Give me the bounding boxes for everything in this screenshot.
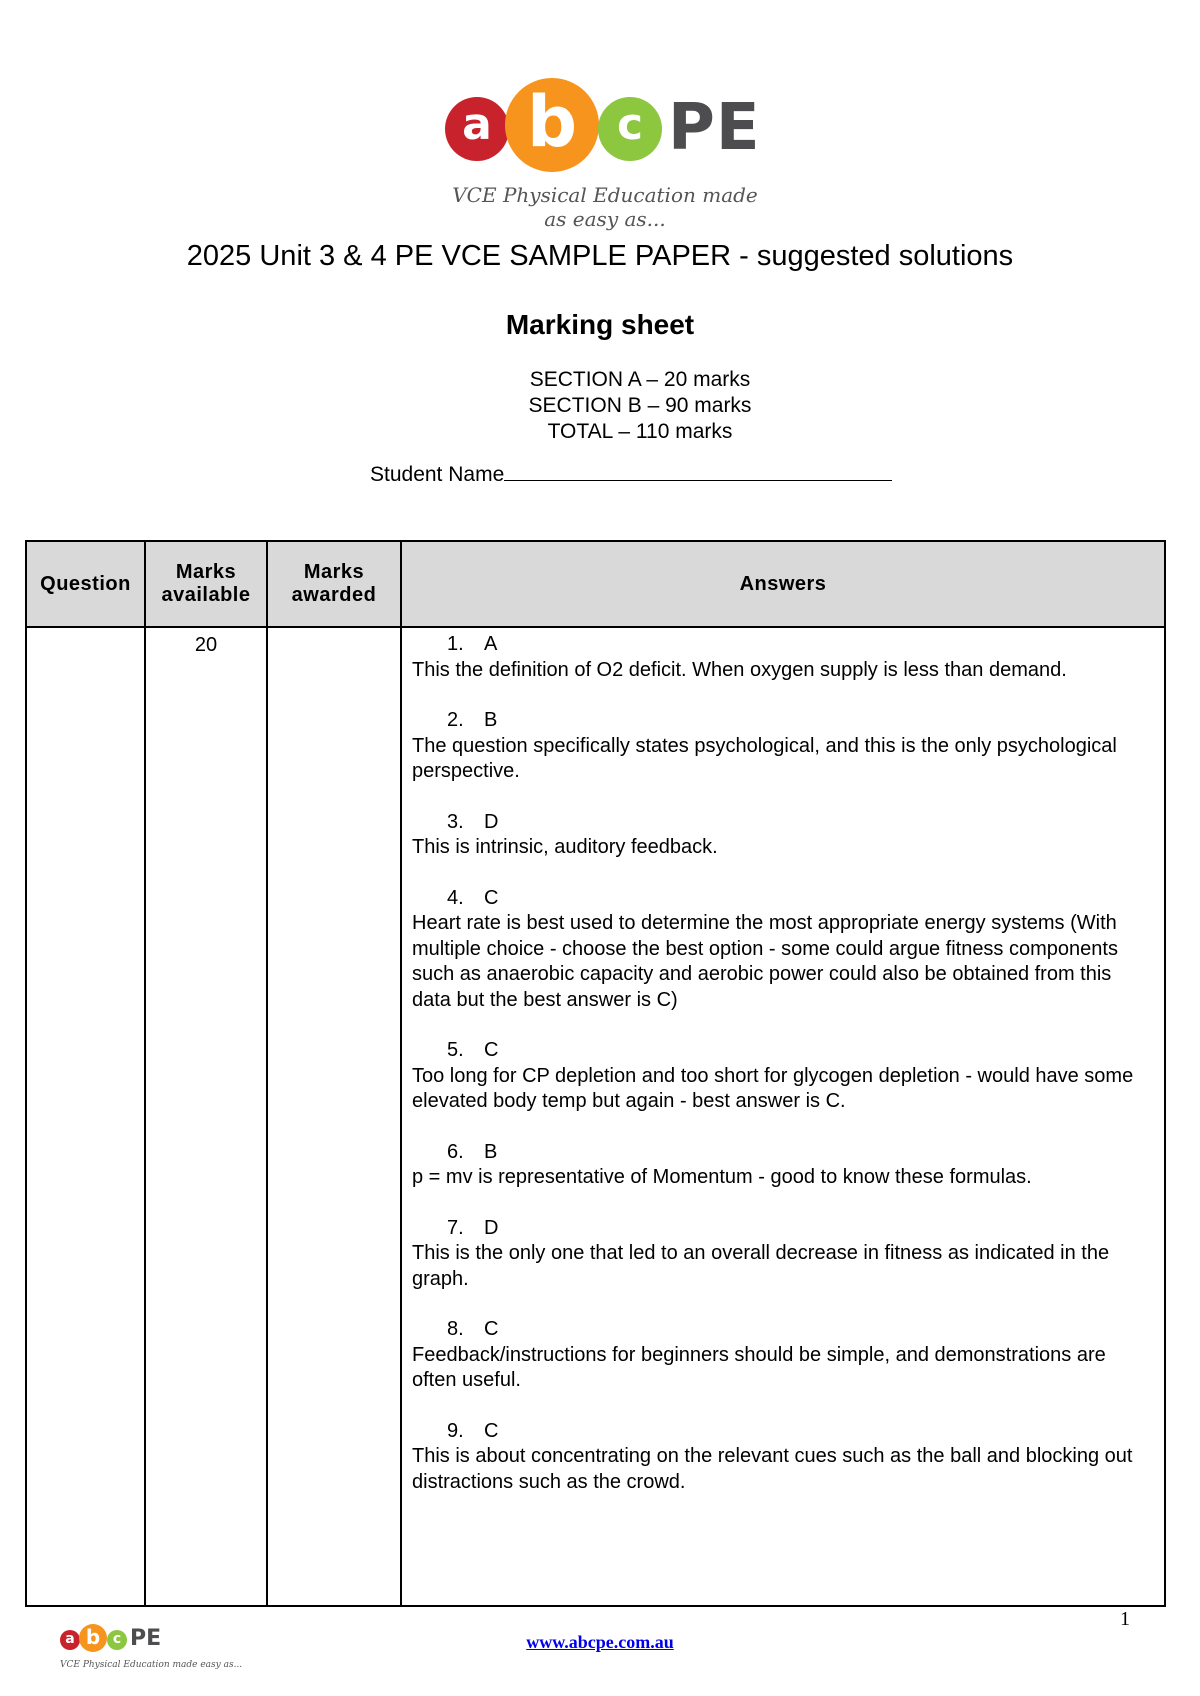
answer-letter: C: [484, 1039, 499, 1061]
answer-item: [412, 1216, 1154, 1293]
answer-explanation: Heart rate is best used to determine the most appropriate energy systems (With multiple choice - choose the best option - some could argue fitness components such as anaerobic capacity and aerobic power could also be obtained from this data but the best answer is C): [412, 912, 1118, 1011]
answers-cell: [401, 627, 1165, 1606]
answer-number: 2.: [447, 709, 464, 731]
answer-letter: B: [484, 1140, 498, 1163]
answer-number: 3.: [447, 810, 464, 833]
answer-item: [412, 1317, 1154, 1394]
logo-a-circle: a: [445, 97, 509, 161]
answer-item: [412, 1419, 1154, 1496]
page-number: 1: [1120, 1608, 1130, 1630]
header-marks-awarded: Marks awarded: [267, 541, 401, 627]
student-name-label: Student Name: [370, 463, 505, 486]
footer-logo-tagline: VCE Physical Education made easy as...: [60, 1660, 243, 1670]
answer-explanation: Feedback/instructions for beginners should be simple, and demonstrations are often useful.: [412, 1343, 1106, 1391]
answer-item: [412, 708, 1154, 785]
student-name-field[interactable]: [370, 462, 892, 487]
logo-c-circle: c: [598, 97, 662, 161]
document-subtitle: Marking sheet: [505, 309, 695, 340]
marking-table: [25, 540, 1166, 1607]
answer-number: 6.: [447, 1140, 464, 1163]
footer-logo-b-circle: b: [79, 1624, 107, 1652]
answer-number: 7.: [447, 1216, 464, 1239]
answer-explanation: This is the only one that led to an overall decrease in fitness as indicated in the graph.: [412, 1242, 1110, 1290]
abcpe-logo: [440, 75, 761, 231]
answer-item: [412, 1140, 1154, 1191]
website-link[interactable]: www.abcpe.com.au: [526, 1632, 674, 1652]
answer-letter: D: [484, 810, 499, 833]
answer-item: [412, 632, 1154, 683]
footer-logo-c-circle: c: [107, 1630, 127, 1650]
answer-item: [412, 810, 1154, 861]
header-answers: Answers: [401, 541, 1165, 627]
answer-item: [412, 1038, 1154, 1115]
table-header-row: [26, 541, 1165, 627]
header-question: Question: [26, 541, 145, 627]
answer-letter: C: [484, 1419, 499, 1442]
answer-number: 5.: [447, 1039, 464, 1061]
answer-number: 8.: [447, 1318, 464, 1340]
section-a-marks: SECTION A – 20 marks: [529, 368, 751, 391]
answer-explanation: This is intrinsic, auditory feedback.: [412, 836, 718, 858]
table-row: [26, 627, 1165, 1606]
answer-number: 4.: [447, 886, 464, 909]
header-marks-available: Marks available: [145, 541, 267, 627]
logo-b-circle: b: [505, 78, 599, 172]
section-marks-summary: [490, 367, 790, 445]
answer-letter: C: [484, 886, 499, 909]
student-name-blank-line[interactable]: [504, 462, 892, 481]
question-cell: [26, 627, 145, 1606]
marks-available-cell: 20: [145, 627, 267, 1606]
answer-explanation: The question specifically states psychological, and this is the only psychological perspective.: [412, 734, 1117, 782]
total-marks: TOTAL – 110 marks: [547, 420, 733, 443]
answer-explanation: Too long for CP depletion and too short for glycogen depletion - would have some elevated body temp but again - best answer is C.: [412, 1064, 1134, 1112]
answer-explanation: This is about concentrating on the relevant cues such as the ball and blocking out distractions such as the crowd.: [412, 1445, 1133, 1493]
answer-letter: A: [484, 633, 498, 655]
answer-item: [412, 886, 1154, 1014]
marks-awarded-cell[interactable]: [267, 627, 401, 1606]
logo-tagline: VCE Physical Education made as easy as...: [452, 183, 758, 231]
document-title: 2025 Unit 3 & 4 PE VCE SAMPLE PAPER - suggested solutions: [186, 240, 1014, 272]
footer-logo-wordmark: PE: [130, 1626, 162, 1651]
section-b-marks: SECTION B – 90 marks: [528, 394, 752, 417]
answer-number: 9.: [447, 1419, 464, 1442]
answer-letter: C: [484, 1318, 499, 1340]
answer-number: 1.: [447, 633, 464, 655]
logo-wordmark: PE: [668, 91, 761, 165]
answer-explanation: This the definition of O2 deficit. When oxygen supply is less than demand.: [412, 658, 1067, 681]
answer-explanation: p = mv is representative of Momentum - good to know these formulas.: [412, 1166, 1032, 1188]
answer-letter: B: [484, 709, 498, 731]
footer-logo-a-circle: a: [60, 1630, 80, 1650]
answer-letter: D: [484, 1216, 499, 1239]
